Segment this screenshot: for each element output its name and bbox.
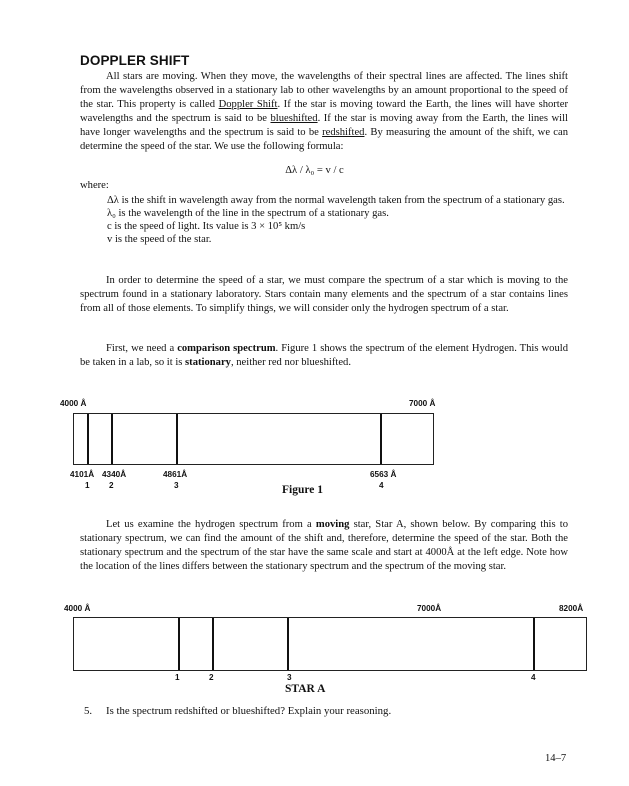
star-a-line-3-number: 3 — [287, 673, 292, 682]
figure1-line-1 — [87, 414, 89, 464]
figure2-end-label: 8200Å — [559, 604, 584, 613]
figure2-caption: STAR A — [285, 683, 326, 695]
figure1-line-1-wavelength: 4101Å — [70, 470, 95, 479]
star-a-line-2-number: 2 — [209, 673, 214, 682]
figure1-line-1-number: 1 — [85, 481, 90, 490]
where-label: where: — [80, 180, 109, 191]
star-a-line-1-number: 1 — [175, 673, 180, 682]
definition-v: v is the speed of the star. — [107, 234, 212, 245]
definitions-list — [107, 194, 567, 246]
question-text: Is the spectrum redshifted or blueshifted? Explain your reasoning. — [106, 705, 392, 717]
doppler-shift-term: Doppler Shift — [218, 99, 278, 111]
figure1-end-label: 7000 Å — [409, 399, 436, 408]
figure2-start-label: 4000 Å — [64, 604, 91, 613]
paragraph-compare: In order to determine the speed of a star, we must compare the spectrum of a star which is moving to the spectrum found in a stationary laboratory. Stars contain many elements and the spectrum of a star contains lines from all of those elements. To simplify things, we will consider only the hydrogen spectrum of a star. — [80, 275, 568, 315]
figure1-line-4-number: 4 — [379, 481, 384, 490]
question-number: 5. — [84, 705, 93, 717]
stationary-term: stationary — [185, 357, 231, 369]
moving-term: moving — [315, 519, 350, 530]
figure1-caption: Figure 1 — [282, 484, 323, 496]
figure1-line-3-number: 3 — [174, 481, 179, 490]
page-number: 14–7 — [545, 753, 567, 764]
figure1-line-3-wavelength: 4861Å — [163, 470, 188, 479]
figure1-start-label: 4000 Å — [60, 399, 87, 408]
figure1-spectrum-box — [73, 413, 434, 465]
intro-paragraph — [80, 70, 568, 155]
star-a-line-2 — [212, 618, 214, 670]
question-5 — [84, 705, 391, 717]
star-a-line-3 — [287, 618, 289, 670]
paragraph-comparison-spectrum: First, we need a comparison spectrum. Figure 1 shows the spectrum of the element Hydrogen. This would be taken in a lab, so it is stationary, neither red nor blueshifted. — [80, 343, 569, 369]
definition-delta-lambda: Δλ is the shift in wavelength away from the normal wavelength taken from the spectrum of a stationary gas. — [107, 195, 565, 206]
intro-text-4: . By measuring the amount of the shift, we can determine the speed of the star. We use the following formula: — [80, 127, 568, 153]
figure1-line-2-wavelength: 4340Å — [102, 470, 127, 479]
figure1-line-4 — [380, 414, 382, 464]
comparison-spectrum-term: comparison spectrum — [177, 343, 276, 354]
doppler-formula: Δλ / λ₀ = v / c — [285, 165, 344, 176]
intro-text-2: . If the star is moving toward the Earth, the lines will have shorter wavelengths and the spectrum is said to be — [80, 99, 568, 125]
figure1-line-4-wavelength: 6563 Å — [370, 470, 397, 479]
figure1-line-2 — [111, 414, 113, 464]
figure2-mid-label: 7000Å — [417, 604, 442, 613]
figure2-spectrum-box — [73, 617, 587, 671]
redshifted-term: redshifted — [322, 127, 365, 139]
page-title: DOPPLER SHIFT — [80, 53, 190, 68]
intro-text-1: All stars are moving. When they move, the wavelengths of their spectral lines are affected. The lines shift from the wavelengths observed in a stationary lab to other wavelengths by an amount proportional to the speed of the star. This property is called — [80, 71, 568, 111]
star-a-line-4 — [533, 618, 535, 670]
figure1-line-3 — [176, 414, 178, 464]
star-a-line-4-number: 4 — [531, 673, 536, 682]
star-a-line-1 — [178, 618, 180, 670]
definition-lambda-zero: λ₀ is the wavelength of the line in the spectrum of a stationary gas. — [107, 208, 389, 219]
definition-c: c is the speed of light. Its value is 3 × 10⁵ km/s — [107, 221, 306, 232]
intro-text-3: . If the star is moving away from the Earth, the lines will have longer wavelengths and the spectrum is said to be — [80, 113, 568, 139]
paragraph-moving-star: Let us examine the hydrogen spectrum from a moving star, Star A, shown below. By comparing this to stationary spectrum, we can find the amount of the shift and, therefore, determine the speed of the star. Both the stationary spectrum and the spectrum of the star have the same scale and start at 4000Å at the left edge. Note how the location of the lines differs between the stationary spectrum and the spectrum of the moving star. — [80, 519, 568, 573]
blueshifted-term: blueshifted — [270, 113, 318, 125]
figure1-line-2-number: 2 — [109, 481, 114, 490]
